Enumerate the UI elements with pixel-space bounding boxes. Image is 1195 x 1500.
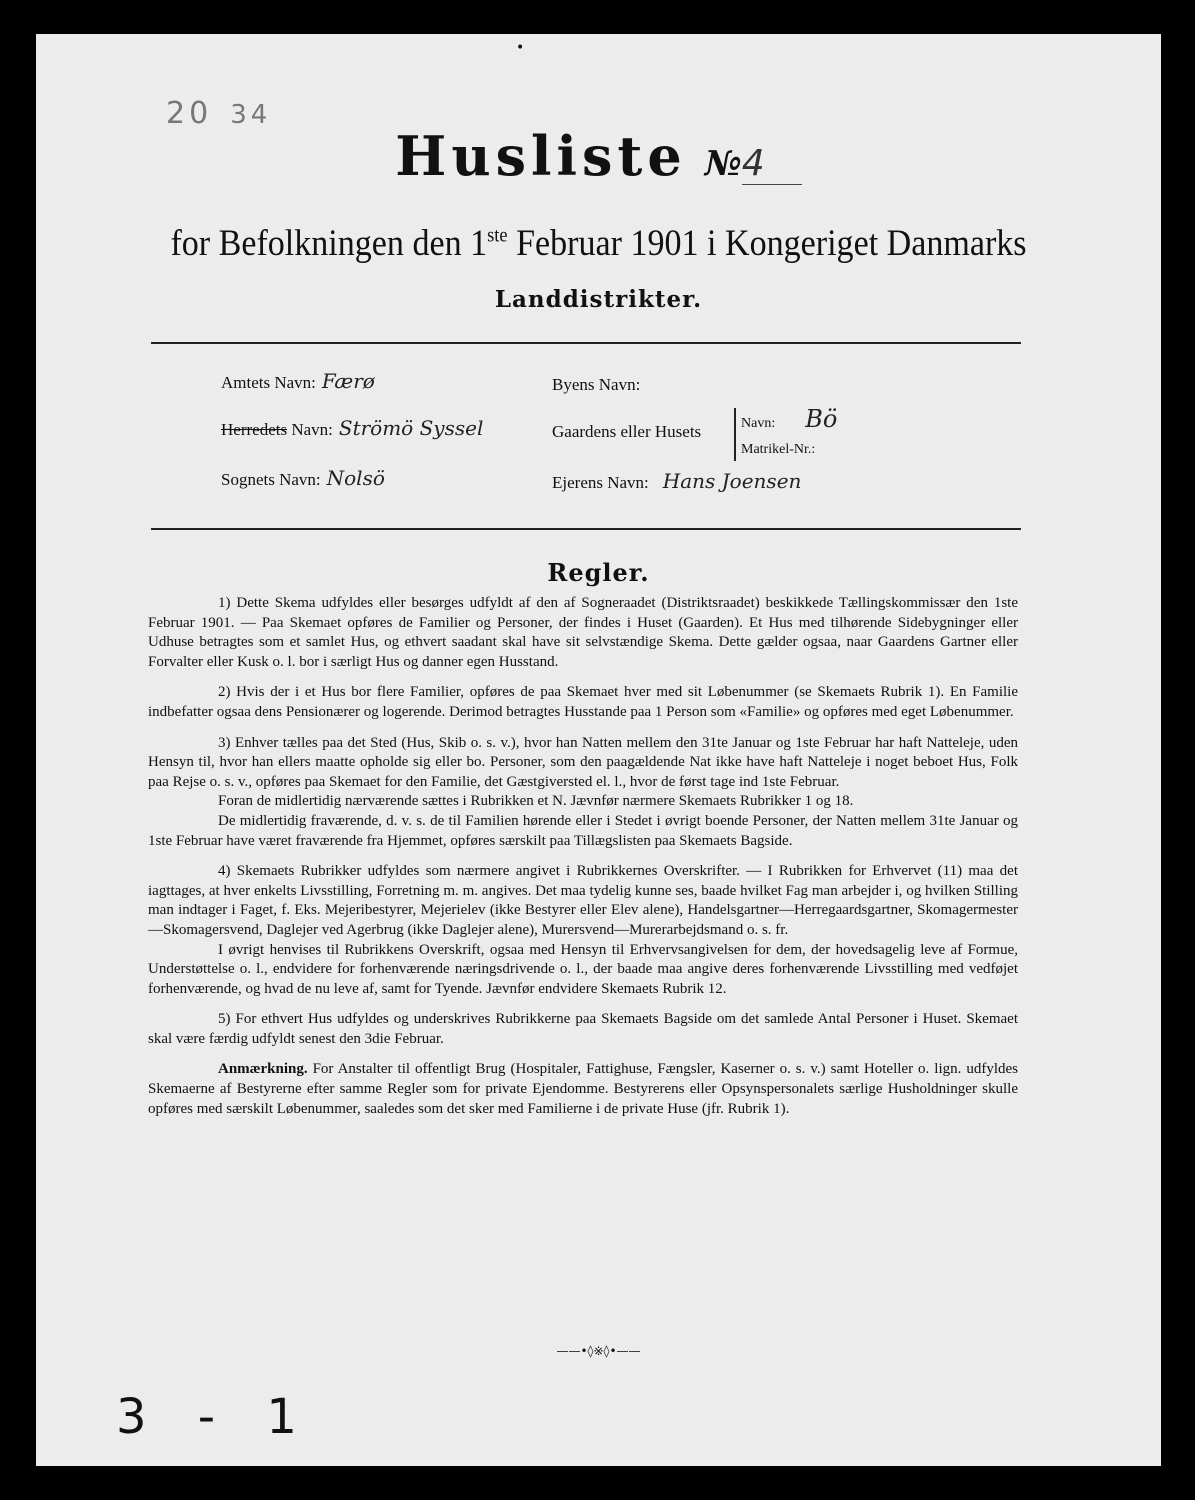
gaard-label: Gaardens eller Husets	[552, 422, 702, 441]
rule-1: 1) Dette Skema udfyldes eller besørges udfyldt af den af Sogneraadet (Distriktsraadet) beskikkede Tællingskommissær den 1ste Februar 1901. — Paa Skemaet opføres de Familier og Personer, der findes i Huset (Gaarden). Et Hus med tilhørende Sidebygninger eller Udhuse betragtes som et samlet Hus, og ethvert saadant skal have sit selvstændige Skema. Dette gælder ogsaa, naar Gaardens Gartner eller Forvalter eller Kusk o. l. bor i særligt Hus og danner egen Husstand.	[148, 595, 1018, 670]
subtitle-text: for Befolkningen den 1	[170, 223, 488, 264]
document-sheet	[36, 34, 1161, 1466]
navn-line	[734, 405, 838, 435]
rule-3-fravaerende: De midlertidig fraværende, d. v. s. de til Familien hørende eller i Stedet i øvrigt boende Personer, der Natten mellem 31te Januar og 1ste Februar have været fraværende fra Hjemmet, opføres særskilt paa Tillægslisten paa Skemaets Bagside.	[148, 812, 1018, 849]
list-number: 4	[742, 143, 802, 185]
ejer-field	[552, 469, 801, 493]
divider-bottom	[151, 528, 1021, 530]
rule-3-foran: Foran de midlertidig nærværende sættes i Rubrikken et N. Jævnfør nærmere Skemaets Rubrikker 1 og 18.	[218, 793, 854, 810]
rule-4-ovrigt: I øvrigt henvises til Rubrikkens Overskrift, ogsaa med Hensyn til Erhvervsangivelsen for dem, der hovedsagelig leve af Formue, Understøttelse o. l., endvidere for forhenværende næringsdrivende o. l., der baade maa angive deres forhenværende Livsstilling med vedføjet forhenværende, og hvad de nu leve af, samt for Tyende. Jævnfør endvidere Skemaets Rubrik 12.	[148, 941, 1018, 997]
remark-text: For Anstalter til offentligt Brug (Hospitaler, Fattighuse, Fængsler, Kaserner o. s. v.) samt Hoteller o. lign. udfyldes Skemaerne af Bestyrerne efter samme Regler som for private Ejendomme. Bestyrerens eller Opsynspersonalets særlige Husholdninger skulle opføres med særskilt Løbenummer, saaledes som det sker med Familierne i de private Huse (jfr. Rubrik 1).	[148, 1061, 1018, 1117]
number-sign: №	[704, 144, 742, 184]
title-word: Husliste	[395, 124, 687, 188]
herred-field	[221, 416, 483, 440]
matrikel-label: Matrikel-Nr.:	[741, 442, 816, 457]
navn-label: Navn:	[741, 416, 776, 431]
navn-value: Bö	[805, 405, 838, 433]
rule-4: 4) Skemaets Rubrikker udfyldes som nærmere angivet i Rubrikkernes Overskrifter. — I Rubrikken for Erhvervet (11) maa det iagttages, at hver enkelts Livsstilling, Forretning m. m. angives. Det maa tydelig kunne ses, baade hvilket Fag man arbejder i, og hvilken Stilling man indtager i Faget, f. Eks. Mejeribestyrer, Mejerielev (ikke Bestyrer eller Elev alene), Handelsgartner—Herregaardsgartner, Skomagermester—Skomagersvend, Daglejer ved Agerbrug (ikke Daglejer alene), Murersvend—Murerarbejdsmand o. s. fr.	[148, 863, 1018, 938]
ejer-label: Ejerens Navn:	[552, 473, 649, 492]
herred-struck-label: Herredets	[221, 420, 288, 439]
amt-value: Færø	[321, 369, 375, 393]
pencil-number-a: 20	[166, 96, 213, 131]
rules-heading: Regler.	[547, 558, 650, 587]
amt-label: Amtets Navn:	[221, 373, 316, 392]
bottom-handwriting: 3 - 1	[116, 1389, 315, 1445]
sogn-label: Sognets Navn:	[221, 470, 321, 489]
ejer-value: Hans Joensen	[662, 469, 802, 493]
herred-value: Strömö Syssel	[338, 416, 484, 440]
gaard-field	[552, 422, 701, 442]
ornament: ——•◊※◊•——	[556, 1344, 641, 1358]
page-mark: •	[516, 40, 525, 56]
remark-label: Anmærkning.	[218, 1061, 308, 1078]
gaard-brace	[734, 405, 838, 461]
by-field	[552, 371, 646, 395]
divider-top	[151, 342, 1021, 344]
rule-3: 3) Enhver tælles paa det Sted (Hus, Skib o. s. v.), hvor han Natten mellem den 31te Januar og 1ste Februar har haft Natteleje, uden Hensyn til, hvor han ellers maatte opholde sig eller bo. Personer, som den paagældende Nat ikke have haft Natteleje i noget beboet Hus, Folk paa Rejse o. s. v., opføres paa Skemaet for den Familie, det Gæstgiversted el. l., hvor de først tage ind 1ste Februar.	[148, 734, 1018, 790]
by-label: Byens Navn:	[552, 375, 641, 394]
rule-2: 2) Hvis der i et Hus bor flere Familier, opføres de paa Skemaet hver med sit Løbenummer (se Skemaets Rubrik 1). En Familie indbefatter ogsaa dens Pensionærer og logerende. Derimod betragtes Husstande paa 1 Person som «Familie» og opføres med eget Løbenummer.	[148, 684, 1018, 720]
district-heading: Landdistrikter.	[494, 286, 703, 313]
document-title	[36, 124, 1161, 188]
document-subtitle	[81, 222, 1116, 265]
rule-5: 5) For ethvert Hus udfyldes og underskrives Rubrikkerne paa Skemaets Bagside om det samlede Antal Personer i Huset. Skemaet skal være færdig udfyldt senest den 3die Februar.	[148, 1011, 1018, 1047]
herred-label: Navn:	[287, 420, 333, 439]
remark	[148, 1060, 1018, 1119]
pencil-number-b: 34	[230, 100, 272, 130]
amt-field	[221, 369, 375, 393]
rules-body	[148, 594, 1018, 1130]
subtitle-sup: ste	[487, 224, 508, 247]
sogn-field	[221, 466, 385, 490]
sogn-value: Nolsö	[326, 466, 385, 490]
matrikel-line	[734, 435, 837, 461]
subtitle-text-2: Februar 1901 i Kongeriget Danmarks	[507, 223, 1027, 264]
